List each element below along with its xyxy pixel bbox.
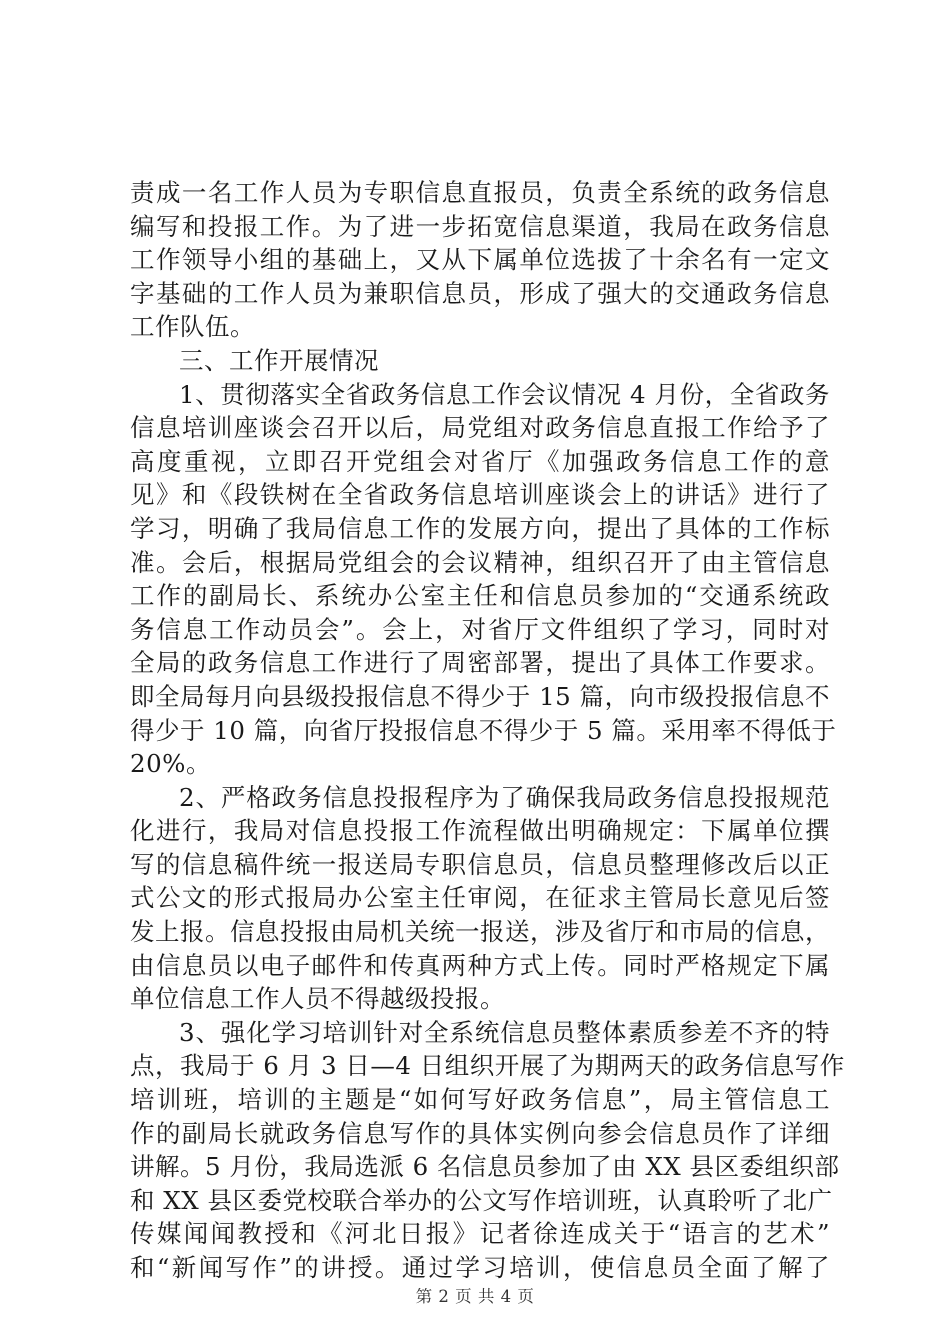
text-line: 由信息员以电子邮件和传真两种方式上传。同时严格规定下属	[130, 950, 830, 980]
text-line: 工作队伍。	[130, 312, 255, 342]
text-line: 传媒闻闻教授和《河北日报》记者徐连成关于“语言的艺术”	[130, 1219, 830, 1249]
text-line: 式公文的形式报局办公室主任审阅，在征求主管局长意见后签	[130, 883, 830, 913]
text-line: 即全局每月向县级投报信息不得少于 15 篇，向市级投报信息不	[130, 681, 830, 711]
text-line: 见》和《段铁树在全省政务信息培训座谈会上的讲话》进行了	[130, 480, 830, 510]
text-line: 讲解。5 月份，我局选派 6 名信息员参加了由 XX 县区委组织部	[130, 1152, 840, 1182]
section-heading: 三、工作开展情况	[179, 345, 379, 375]
text-line: 和“新闻写作”的讲授。通过学习培训，使信息员全面了解了	[130, 1253, 830, 1282]
text-line: 3、强化学习培训针对全系统信息员整体素质参差不齐的特	[179, 1017, 830, 1047]
text-line: 准。会后，根据局党组会的会议精神，组织召开了由主管信息	[130, 547, 830, 577]
text-line: 2、严格政务信息投报程序为了确保我局政务信息投报规范	[179, 782, 830, 812]
text-line: 点，我局于 6 月 3 日—4 日组织开展了为期两天的政务信息写作	[130, 1051, 845, 1081]
text-line: 工作的副局长、系统办公室主任和信息员参加的“交通系统政	[130, 581, 830, 611]
text-line: 20%。	[130, 749, 211, 779]
text-line: 和 XX 县区委党校联合举办的公文写作培训班，认真聆听了北广	[130, 1185, 833, 1215]
text-line: 作的副局长就政务信息写作的具体实例向参会信息员作了详细	[130, 1118, 830, 1148]
page-number-footer: 第 2 页 共 4 页	[415, 1287, 535, 1306]
body-text	[130, 176, 845, 1285]
text-line: 化进行，我局对信息投报工作流程做出明确规定：下属单位撰	[130, 816, 830, 846]
text-line: 单位信息工作人员不得越级投报。	[130, 984, 505, 1014]
text-line: 务信息工作动员会”。会上，对省厅文件组织了学习，同时对	[130, 614, 830, 644]
text-line: 高度重视，立即召开党组会对省厅《加强政务信息工作的意	[130, 446, 830, 476]
text-line: 发上报。信息投报由局机关统一报送，涉及省厅和市局的信息，	[130, 917, 830, 947]
text-line: 工作领导小组的基础上，又从下属单位选拔了十余名有一定文	[130, 245, 830, 275]
text-line: 学习，明确了我局信息工作的发展方向，提出了具体的工作标	[130, 513, 830, 543]
text-line: 写的信息稿件统一报送局专职信息员，信息员整理修改后以正	[130, 849, 830, 879]
text-line: 责成一名工作人员为专职信息直报员，负责全系统的政务信息	[130, 178, 830, 207]
text-line: 全局的政务信息工作进行了周密部署，提出了具体工作要求。	[130, 648, 830, 678]
text-line: 培训班，培训的主题是“如何写好政务信息”，局主管信息工	[130, 1085, 830, 1115]
text-line: 编写和投报工作。为了进一步拓宽信息渠道，我局在政务信息	[130, 211, 830, 241]
text-line: 信息培训座谈会召开以后，局党组对政务信息直报工作给予了	[130, 413, 830, 443]
text-line: 1、贯彻落实全省政务信息工作会议情况 4 月份，全省政务	[179, 379, 830, 409]
text-line: 字基础的工作人员为兼职信息员，形成了强大的交通政务信息	[130, 278, 830, 308]
text-line: 得少于 10 篇，向省厅投报信息不得少于 5 篇。采用率不得低于	[130, 715, 837, 745]
